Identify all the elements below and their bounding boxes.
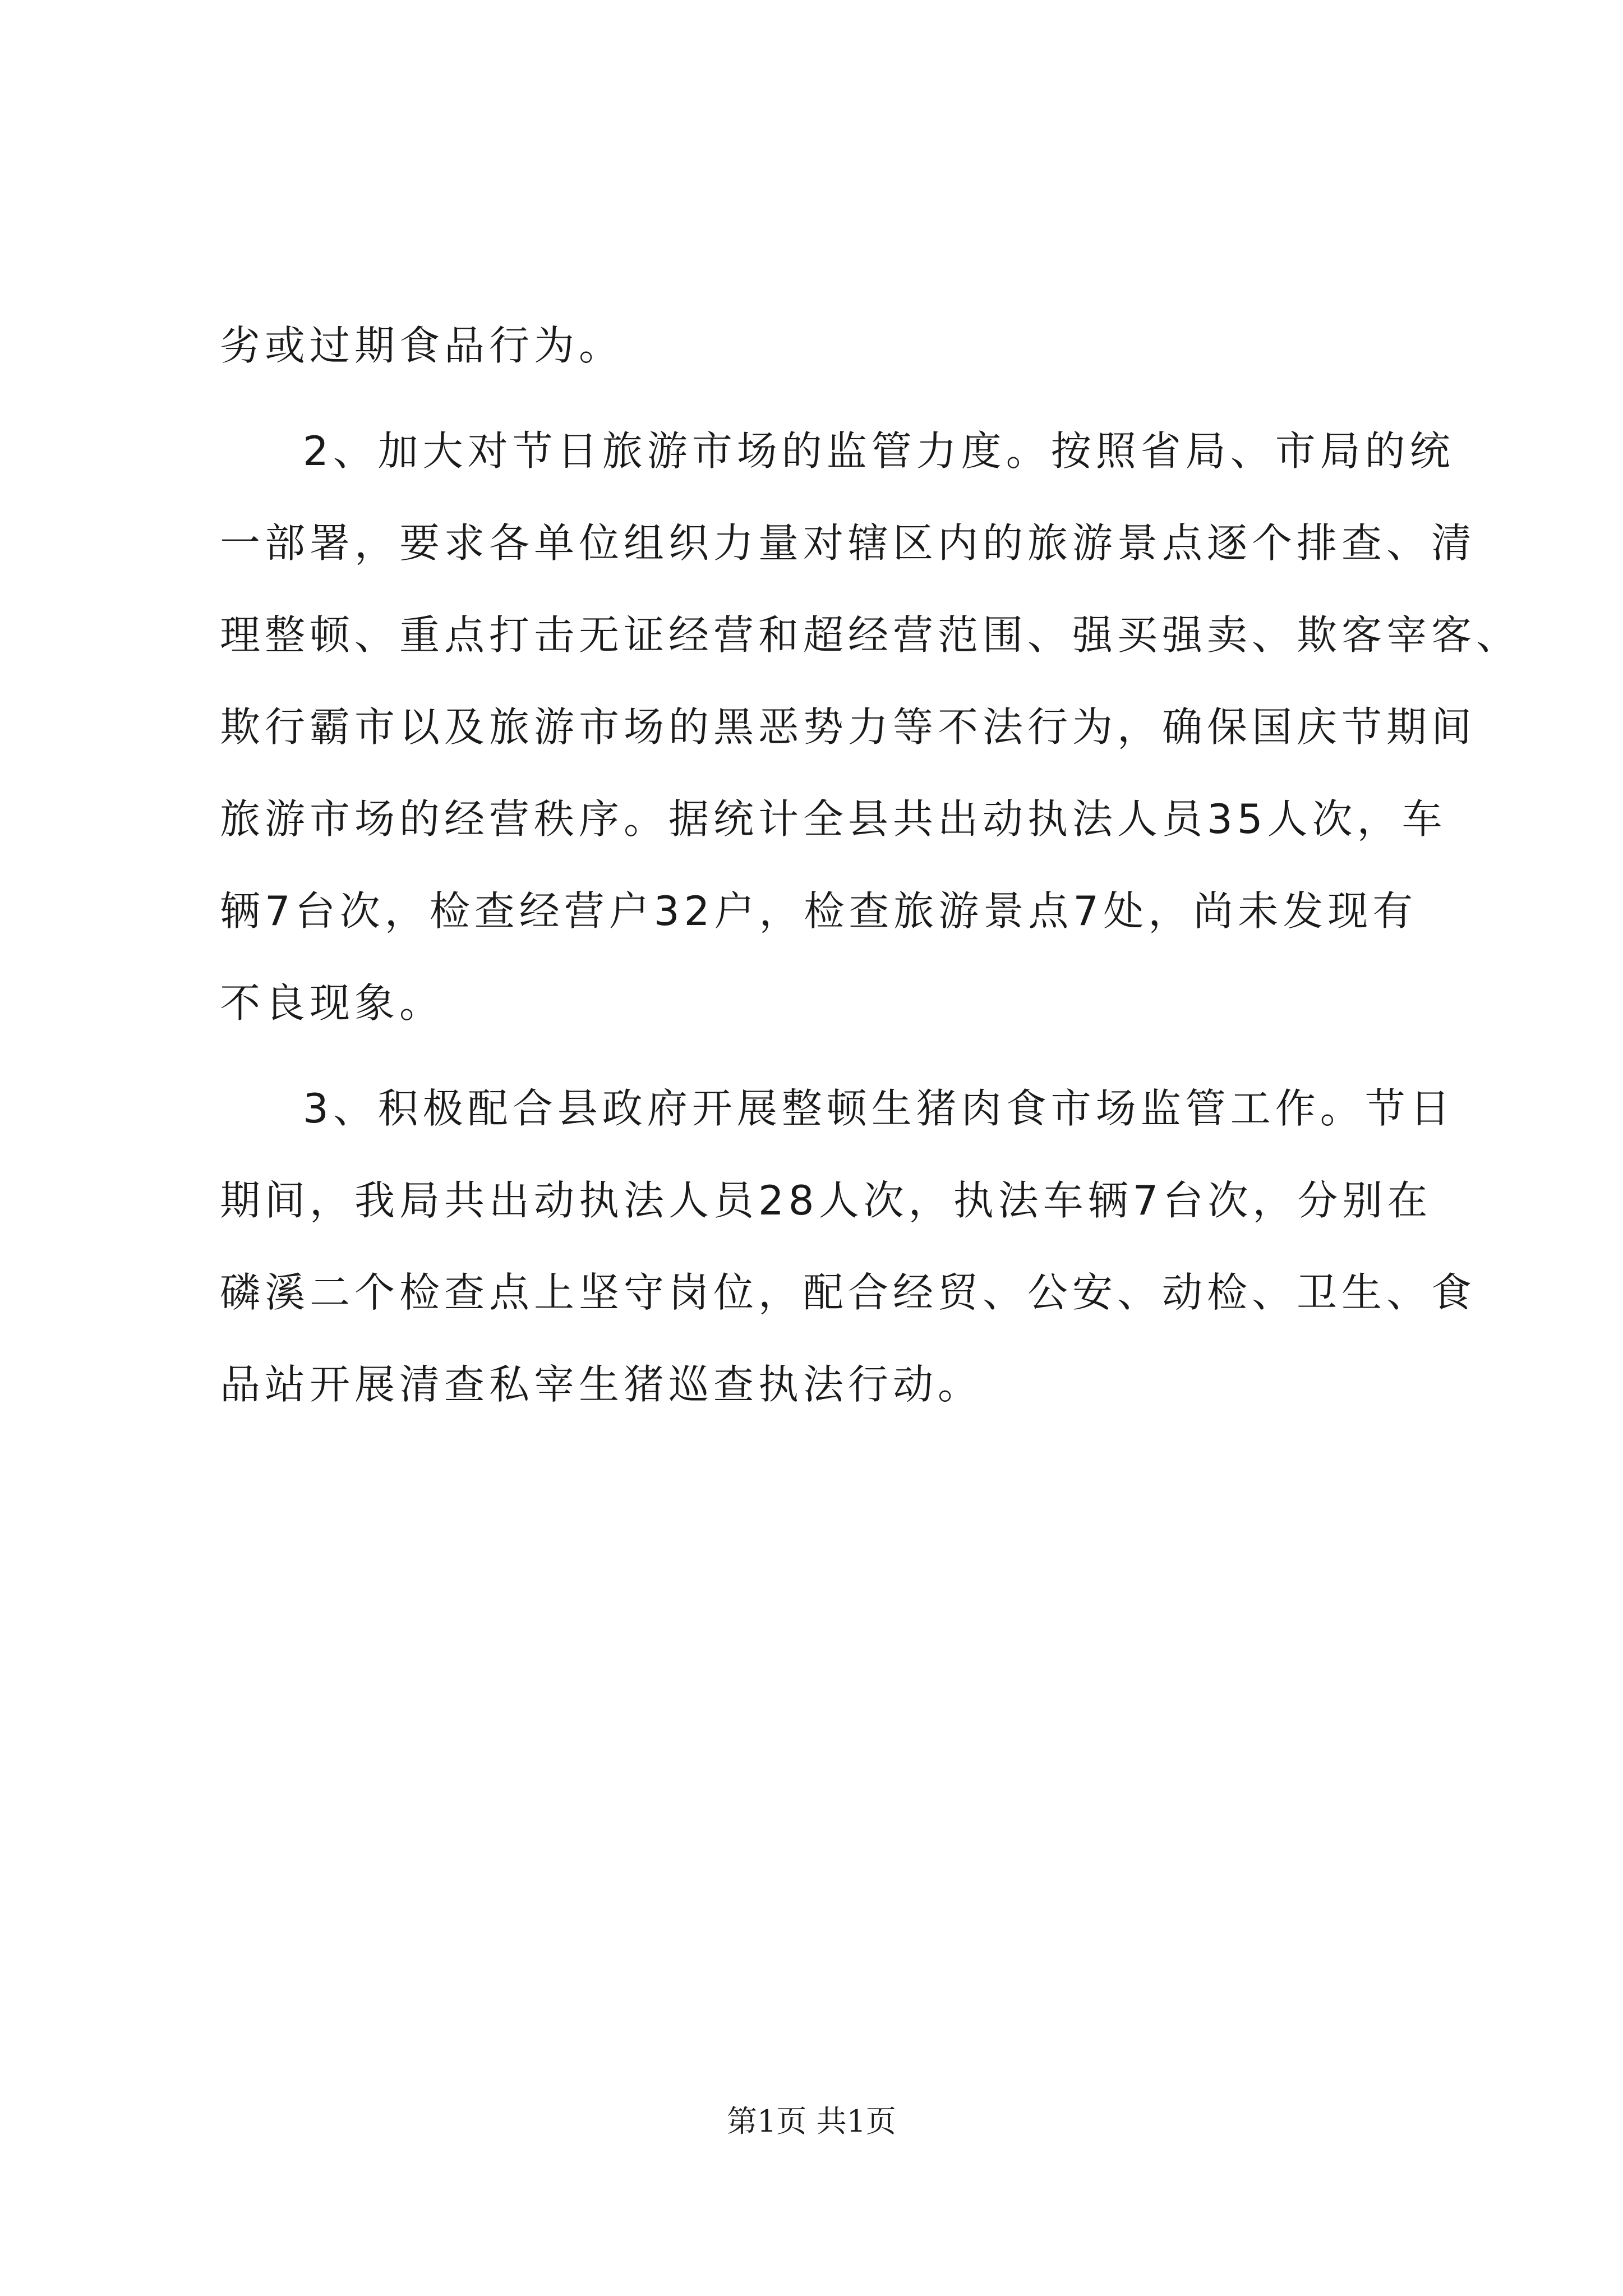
paragraph-pork-market [220, 1062, 1477, 1430]
text-line: 欺行霸市以及旅游市场的黑恶势力等不法行为，确保国庆节期间 [220, 703, 1477, 751]
text-line: 3、积极配合县政府开展整顿生猪肉食市场监管工作。节日 [303, 1085, 1455, 1132]
text-line: 旅游市场的经营秩序。据统计全县共出动执法人员35人次，车 [220, 795, 1447, 843]
text-line: 劣或过期食品行为。 [220, 322, 624, 369]
text-line: 不良现象。 [220, 979, 445, 1027]
text-line: 品站开展清查私宰生猪巡查执法行动。 [220, 1361, 983, 1408]
paragraph-tourism-market [220, 405, 1521, 1049]
text-line: 磷溪二个检查点上坚守岗位，配合经贸、公安、动检、卫生、食 [220, 1269, 1477, 1316]
text-line: 一部署，要求各单位组织力量对辖区内的旅游景点逐个排查、清 [220, 519, 1477, 567]
text-line: 2、加大对节日旅游市场的监管力度。按照省局、市局的统 [303, 427, 1455, 475]
document-body [220, 300, 1521, 1430]
page-footer [0, 2099, 1623, 2144]
paragraph-continuation [220, 300, 1426, 392]
text-line: 辆7台次，检查经营户32户，检查旅游景点7处，尚未发现有 [220, 887, 1418, 935]
text-line: 期间，我局共出动执法人员28人次，执法车辆7台次，分别在 [220, 1177, 1432, 1224]
text-line: 理整顿、重点打击无证经营和超经营范围、强买强卖、欺客宰客、 [220, 611, 1521, 659]
page-number-label: 第1页 共1页 [727, 2104, 896, 2139]
